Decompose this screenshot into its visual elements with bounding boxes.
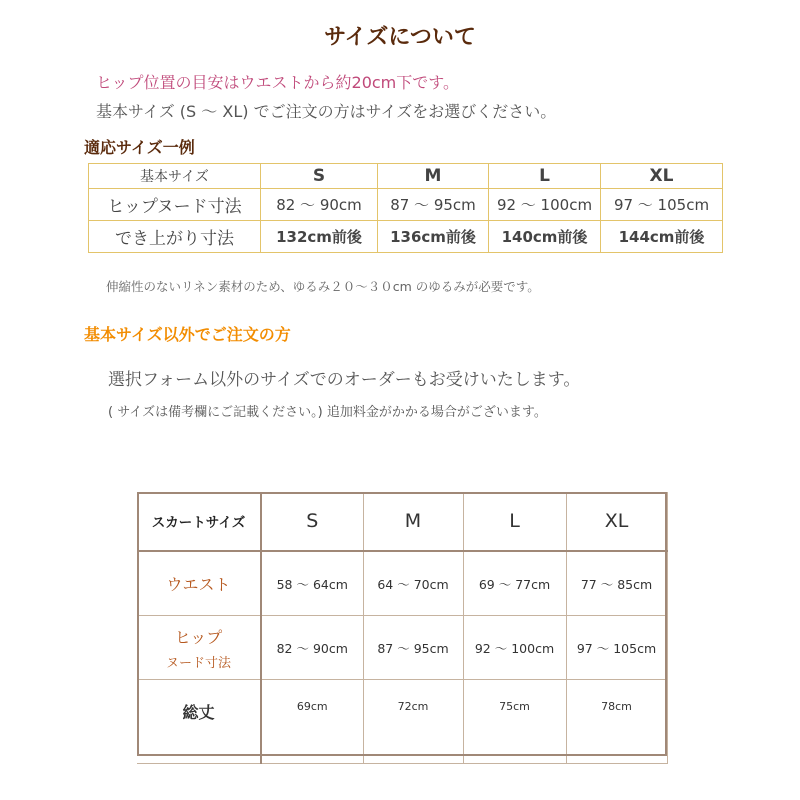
size-xl-header: XL <box>601 164 723 189</box>
length-row <box>137 680 667 764</box>
page-title: サイズについて <box>324 25 476 50</box>
skirt-size-s: S <box>261 492 363 551</box>
length-m: 72cm <box>363 680 463 764</box>
hip-label-cell <box>137 616 261 680</box>
fit-size-header-row <box>89 164 723 189</box>
size-s-header: S <box>261 164 378 189</box>
waist-row <box>137 551 667 616</box>
size-selection-note: 基本サイズ (S ～ XL) でご注文の方はサイズをお選びください。 <box>96 102 557 121</box>
hip-l: 92 ～ 100cm <box>463 616 566 680</box>
hip-nude-s: 82 ～ 90cm <box>261 189 378 221</box>
fit-size-table <box>88 163 723 253</box>
finished-size-row <box>89 221 723 253</box>
hip-nude-row <box>89 189 723 221</box>
skirt-size-l: L <box>463 492 566 551</box>
hip-xl: 97 ～ 105cm <box>566 616 667 680</box>
waist-m: 64 ～ 70cm <box>363 551 463 616</box>
skirt-size-corner: スカートサイズ <box>137 492 261 551</box>
length-s: 69cm <box>261 680 363 764</box>
hip-label: ヒップ <box>174 627 223 647</box>
hip-position-note: ヒップ位置の目安はウエストから約20cm下です。 <box>96 73 459 92</box>
waist-xl: 77 ～ 85cm <box>566 551 667 616</box>
waist-l: 69 ～ 77cm <box>463 551 566 616</box>
finished-size-label: でき上がり寸法 <box>89 221 261 253</box>
custom-order-subtext: ( サイズは備考欄にご記載ください。) 追加料金がかかる場合がございます。 <box>108 405 547 420</box>
linen-ease-note: 伸縮性のないリネン素材のため、ゆるみ２０～３０cm のゆるみが必要です。 <box>106 279 540 294</box>
skirt-header-row <box>137 492 667 551</box>
skirt-size-table <box>137 492 668 764</box>
finished-m: 136cm前後 <box>378 221 489 253</box>
hip-nude-xl: 97 ～ 105cm <box>601 189 723 221</box>
hip-s: 82 ～ 90cm <box>261 616 363 680</box>
fit-size-corner: 基本サイズ <box>89 164 261 189</box>
hip-sublabel: ヌード寸法 <box>165 655 231 671</box>
length-label: 総丈 <box>137 680 261 764</box>
custom-order-heading: 基本サイズ以外でご注文の方 <box>84 325 291 344</box>
waist-label: ウエスト <box>137 551 261 616</box>
length-xl: 78cm <box>566 680 667 764</box>
custom-order-text: 選択フォーム以外のサイズでのオーダーもお受けいたします。 <box>108 370 581 390</box>
hip-nude-l: 92 ～ 100cm <box>489 189 601 221</box>
hip-m: 87 ～ 95cm <box>363 616 463 680</box>
finished-xl: 144cm前後 <box>601 221 723 253</box>
skirt-size-xl: XL <box>566 492 667 551</box>
fit-size-heading: 適応サイズ一例 <box>84 138 195 157</box>
hip-nude-label: ヒップヌード寸法 <box>89 189 261 221</box>
skirt-size-m: M <box>363 492 463 551</box>
finished-s: 132cm前後 <box>261 221 378 253</box>
size-m-header: M <box>378 164 489 189</box>
hip-row <box>137 616 667 680</box>
length-l: 75cm <box>463 680 566 764</box>
finished-l: 140cm前後 <box>489 221 601 253</box>
size-l-header: L <box>489 164 601 189</box>
hip-nude-m: 87 ～ 95cm <box>378 189 489 221</box>
waist-s: 58 ～ 64cm <box>261 551 363 616</box>
